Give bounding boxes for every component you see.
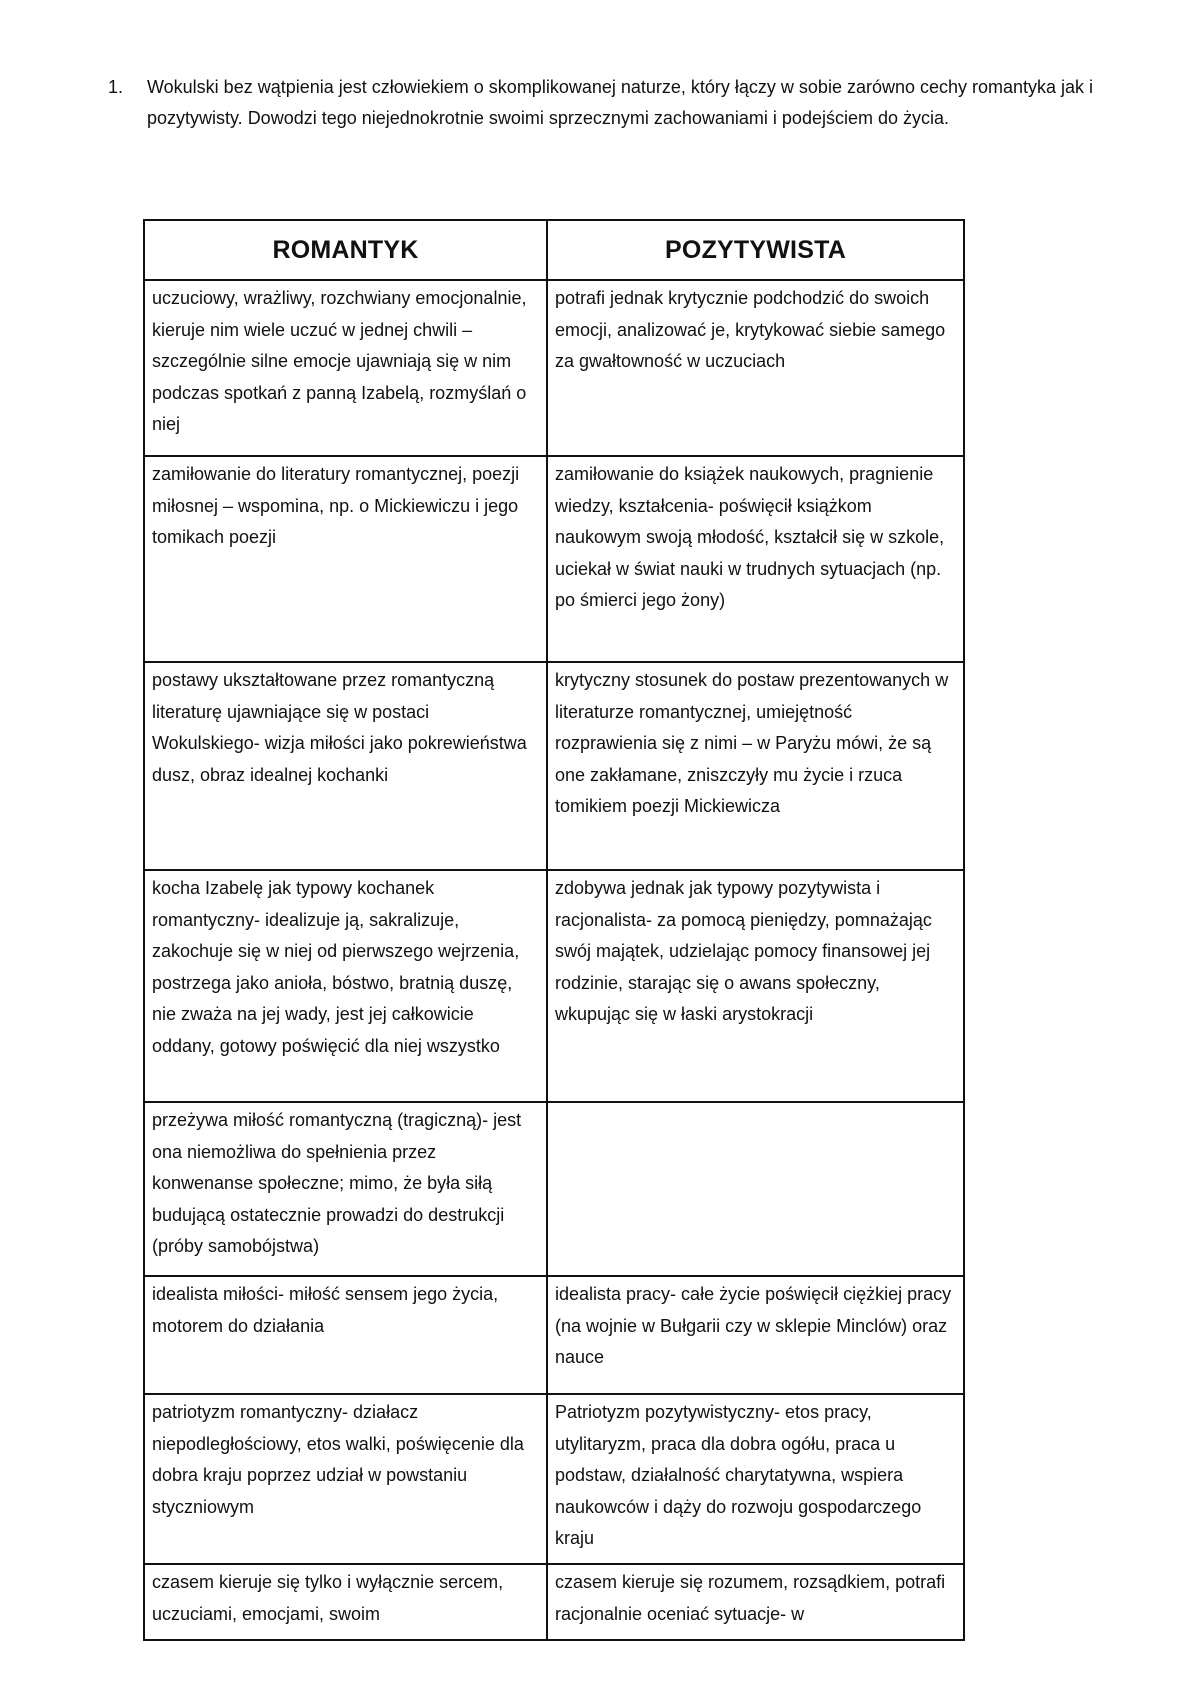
- cell-romantyk: czasem kieruje się tylko i wyłącznie sercem, uczuciami, emocjami, swoim: [144, 1564, 547, 1640]
- cell-pozytywista: idealista pracy- całe życie poświęcił ciężkiej pracy (na wojnie w Bułgarii czy w sklepie Minclów) oraz nauce: [547, 1276, 964, 1394]
- table-row: [144, 662, 964, 870]
- comparison-table: [143, 219, 965, 1641]
- table-row: [144, 870, 964, 1102]
- cell-romantyk: kocha Izabelę jak typowy kochanek romantyczny- idealizuje ją, sakralizuje, zakochuje się w niej od pierwszego wejrzenia, postrzega jako anioła, bóstwo, bratnią duszę, nie zważa na jej wady, jest jej całkowicie oddany, gotowy poświęcić dla niej wszystko: [144, 870, 547, 1102]
- table-row: [144, 1102, 964, 1276]
- header-pozytywista: POZYTYWISTA: [547, 220, 964, 280]
- table-row: [144, 1394, 964, 1564]
- cell-romantyk: postawy ukształtowane przez romantyczną literaturę ujawniające się w postaci Wokulskiego- wizja miłości jako pokrewieństwa dusz, obraz idealnej kochanki: [144, 662, 547, 870]
- cell-romantyk: uczuciowy, wrażliwy, rozchwiany emocjonalnie, kieruje nim wiele uczuć w jednej chwili – szczególnie silne emocje ujawniają się w nim podczas spotkań z panną Izabelą, rozmyślań o niej: [144, 280, 547, 456]
- cell-romantyk: patriotyzm romantyczny- działacz niepodległościowy, etos walki, poświęcenie dla dobra kraju poprzez udział w powstaniu styczniowym: [144, 1394, 547, 1564]
- cell-pozytywista: zdobywa jednak jak typowy pozytywista i racjonalista- za pomocą pieniędzy, pomnażając swój majątek, udzielając pomocy finansowej jej rodzinie, starając się o awans społeczny, wkupując się w łaski arystokracji: [547, 870, 964, 1102]
- table-row: [144, 280, 964, 456]
- header-romantyk: ROMANTYK: [144, 220, 547, 280]
- cell-pozytywista: [547, 1102, 964, 1276]
- cell-pozytywista: krytyczny stosunek do postaw prezentowanych w literaturze romantycznej, umiejętność rozprawienia się z nimi – w Paryżu mówi, że są one zakłamane, zniszczyły mu życie i rzuca tomikiem poezji Mickiewicza: [547, 662, 964, 870]
- cell-romantyk: przeżywa miłość romantyczną (tragiczną)- jest ona niemożliwa do spełnienia przez konwenanse społeczne; mimo, że była siłą budującą ostatecznie prowadzi do destrukcji (próby samobójstwa): [144, 1102, 547, 1276]
- cell-pozytywista: zamiłowanie do książek naukowych, pragnienie wiedzy, kształcenia- poświęcił książkom naukowym swoją młodość, kształcił się w szkole, uciekał w świat nauki w trudnych sytuacjach (np. po śmierci jego żony): [547, 456, 964, 662]
- intro-paragraph: [108, 72, 1118, 134]
- cell-pozytywista: potrafi jednak krytycznie podchodzić do swoich emocji, analizować je, krytykować siebie samego za gwałtowność w uczuciach: [547, 280, 964, 456]
- cell-pozytywista: czasem kieruje się rozumem, rozsądkiem, potrafi racjonalnie oceniać sytuacje- w: [547, 1564, 964, 1640]
- cell-pozytywista: Patriotyzm pozytywistyczny- etos pracy, utylitaryzm, praca dla dobra ogółu, praca u podstaw, działalność charytatywna, wspiera naukowców i dąży do rozwoju gospodarczego kraju: [547, 1394, 964, 1564]
- table-row: [144, 1276, 964, 1394]
- table-header-row: [144, 220, 964, 280]
- table-row: [144, 1564, 964, 1640]
- cell-romantyk: idealista miłości- miłość sensem jego życia, motorem do działania: [144, 1276, 547, 1394]
- table-row: [144, 456, 964, 662]
- cell-romantyk: zamiłowanie do literatury romantycznej, poezji miłosnej – wspomina, np. o Mickiewiczu i jego tomikach poezji: [144, 456, 547, 662]
- list-number: 1.: [108, 77, 124, 97]
- intro-text: Wokulski bez wątpienia jest człowiekiem o skomplikowanej naturze, który łączy w sobie zarówno cechy romantyka jak i pozytywisty. Dowodzi tego niejednokrotnie swoimi sprzecznymi zachowaniami i podejściem do życia.: [147, 77, 1094, 128]
